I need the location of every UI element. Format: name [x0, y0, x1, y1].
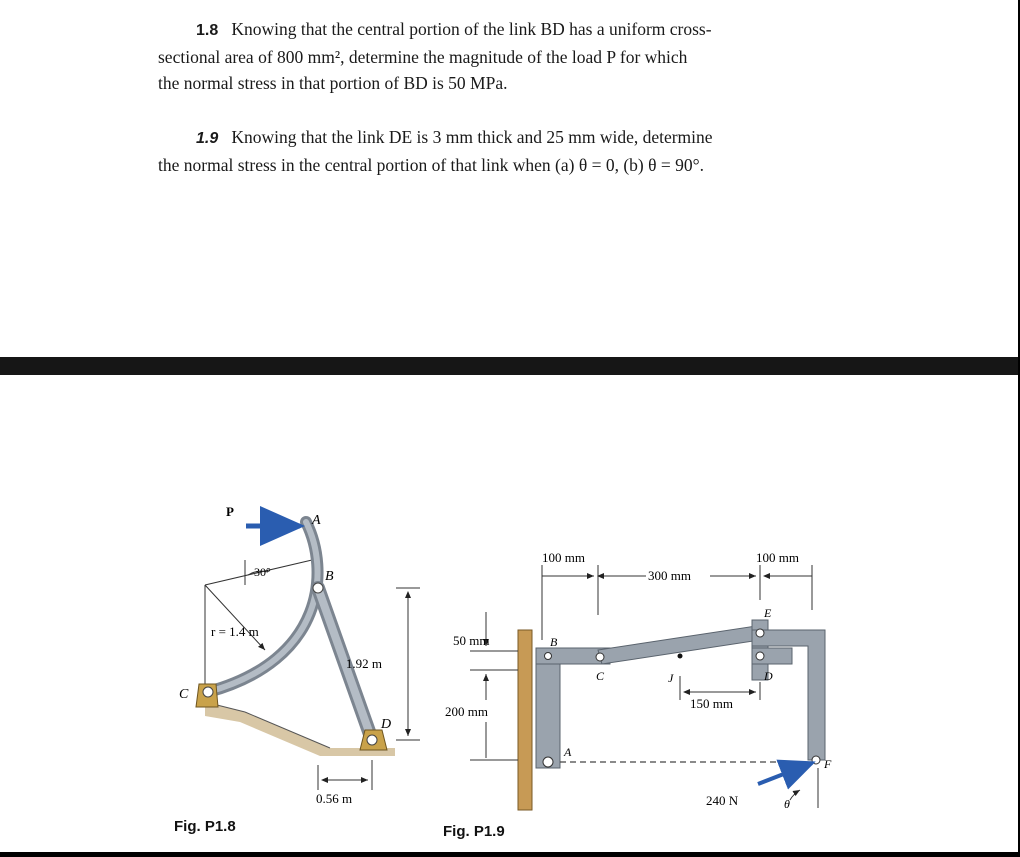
- label-a: A: [564, 745, 572, 759]
- label-theta: θ: [784, 797, 790, 811]
- label-j: J: [668, 671, 674, 685]
- load-240n-arrow: [758, 763, 812, 784]
- label-dim-150: 150 mm: [690, 696, 733, 711]
- problem-1-8: [158, 16, 858, 96]
- pin-b: [313, 583, 323, 593]
- label-c: C: [179, 687, 189, 702]
- label-d: D: [381, 717, 392, 732]
- link-ce: [598, 626, 760, 664]
- problem-number: 1.8: [196, 22, 219, 39]
- label-dim-50: 50 mm: [453, 633, 490, 648]
- wall: [518, 630, 532, 810]
- label-angle: 30°: [254, 565, 271, 579]
- label-e: E: [764, 606, 772, 620]
- figures-panel: [0, 375, 1018, 852]
- problem-text: Knowing that the central portion of the link BD has a uniform cross-: [231, 19, 712, 39]
- pin-e: [756, 629, 764, 637]
- label-c: C: [596, 669, 605, 683]
- member-ab: [536, 648, 560, 768]
- label-dim-100-right: 100 mm: [756, 550, 799, 565]
- divider-bar: [0, 357, 1018, 375]
- label-load: 240 N: [706, 793, 739, 808]
- label-a: A: [312, 513, 321, 528]
- label-radius: r = 1.4 m: [211, 624, 259, 639]
- problem-1-9: [158, 124, 858, 178]
- problem-number: 1.9: [196, 130, 219, 147]
- label-b: B: [550, 635, 558, 649]
- pin-b: [545, 653, 552, 660]
- problem-1-9-line2: the normal stress in the central portion of that link when (a) θ = 0, (b) θ = 90°.: [158, 155, 705, 175]
- problem-1-9-line1: [158, 124, 858, 152]
- label-d: D: [764, 669, 773, 683]
- point-j: [678, 654, 683, 659]
- label-dim-300: 300 mm: [648, 568, 691, 583]
- problem-text: Knowing that the link DE is 3 mm thick and 25 mm wide, determine: [231, 127, 713, 147]
- problem-1-8-line1: [158, 16, 858, 44]
- figures-svg: [0, 375, 1018, 852]
- pin-f: [812, 756, 820, 764]
- fig-p1-9-caption: Fig. P1.9: [443, 823, 505, 840]
- label-width: 0.56 m: [316, 791, 353, 806]
- pin-d: [756, 652, 764, 660]
- label-f: F: [824, 757, 832, 771]
- pin-c: [596, 653, 604, 661]
- label-dim-200: 200 mm: [445, 704, 488, 719]
- problem-1-8-line2: sectional area of 800 mm², determine the magnitude of the load P for which: [158, 47, 688, 67]
- fig-p1-8: [179, 504, 420, 806]
- label-b: B: [325, 569, 334, 584]
- label-p: P: [226, 504, 234, 519]
- label-height: 1.92 m: [345, 656, 382, 671]
- fig-p1-9: [445, 550, 832, 811]
- fig-p1-8-caption: Fig. P1.8: [174, 818, 236, 835]
- label-dim-100-left: 100 mm: [542, 550, 585, 565]
- problem-1-8-line3: the normal stress in that portion of BD is 50 MPa.: [158, 73, 508, 93]
- pin-a: [543, 757, 553, 767]
